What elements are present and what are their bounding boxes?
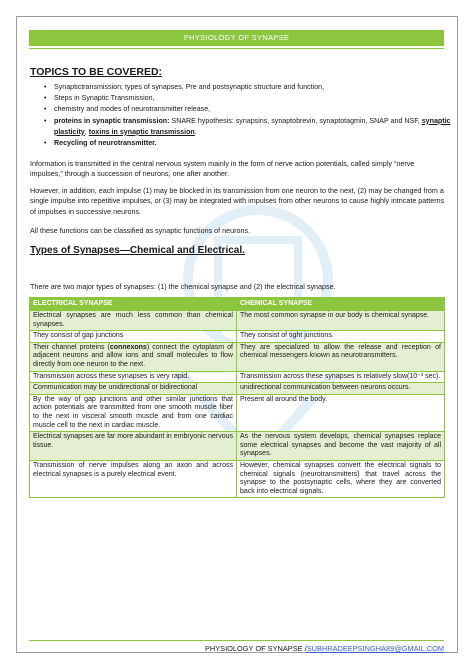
connexons-term: connexons (109, 343, 147, 351)
table-cell: Electrical synapses are much less common than chemical synapses. (30, 311, 237, 331)
synapse-comparison-table (29, 297, 445, 498)
table-cell: Transmission across these synapses is relatively slow(10⁻³ sec). (237, 371, 445, 383)
footer-rule (29, 640, 444, 641)
table-cell: However, chemical synapses convert the electrical signals to chemical signals (neurotransmitters) that travel across the synapse to the postsynaptic cells, where they are converted back into electrical signals. (237, 460, 445, 497)
footer-email-link[interactable]: SUBHRADEEPSINGHA89@GMAIL.COM (306, 644, 444, 653)
topics-heading: TOPICS TO BE COVERED: (30, 66, 163, 78)
table-row (30, 342, 445, 371)
topics-list (30, 82, 469, 149)
table-cell (30, 342, 237, 371)
toxins-link[interactable]: toxins in synaptic transmission (88, 127, 195, 136)
table-cell: They consist of gap junctions (30, 331, 237, 343)
table-row (30, 311, 445, 331)
topic-text: Synaptictransmission; types of synapses, Pre and postsynaptic structure and function, (54, 83, 325, 91)
list-item (54, 104, 469, 115)
topic-text: Steps in Synaptic Transmission, (54, 94, 155, 103)
table-header-row (30, 298, 445, 311)
cell-text: Their channel proteins ( (33, 343, 110, 351)
table-cell: As the nervous system develops, chemical synapses replace some electrical synapses and become the vast majority of all synapses. (237, 432, 445, 461)
paragraph-1: Information is transmitted in the central nervous system mainly in the form of nerve action potentials, called simply “nerve impulses,” through a succession of neurons, one after another. (30, 159, 415, 179)
paragraph-3: All these functions can be classified as synaptic functions of neurons. (30, 226, 251, 235)
table-cell: They consist of tight junctions. (237, 331, 445, 343)
banner-title: PHYSIOLOGY OF SYNAPSE (183, 33, 290, 42)
topic-text: SNARE hypothesis: synapsins, synaptobrevin, synaptotagmin, SNAP and NSF, (169, 116, 422, 125)
table-cell: Communication may be unidirectional or bidirectional (30, 383, 237, 395)
topic-bold-text: Recycling of neurotransmitter. (54, 139, 157, 148)
table-cell: Transmission across these synapses is very rapid. (30, 371, 237, 383)
column-header: ELECTRICAL SYNAPSE (30, 298, 237, 311)
list-item (54, 93, 469, 104)
header-rule (29, 48, 444, 49)
table-row (30, 383, 445, 395)
table-cell: The most common synapse in our body is chemical synapse. (237, 311, 445, 331)
table-row (30, 394, 445, 431)
list-item (54, 138, 469, 149)
cell-text: ) connect the cytoplasm of adjacent neurons and allow ions and small molecules to flow directly from one neuron to the next. (33, 343, 233, 368)
table-cell: Electrical synapses are far more abundant in embryonic nervous tissue. (30, 432, 237, 461)
header-banner (29, 30, 444, 46)
table-cell: Present all around the body. (237, 394, 445, 431)
paragraph-2: However, in addition, each impulse (1) may be blocked in its transmission from one neuron to the next, (2) may be changed from a single impulse into repetitive impulses, or (3) may be integrated with impulses from other neurons to cause highly intricate patterns of impulses in successive neurons. (30, 186, 445, 216)
table-row (30, 432, 445, 461)
table-cell: By the way of gap junctions and other similar junctions that action potentials are transmitted from one smooth muscle fiber to the next in visceral smooth muscle and from one cardiac muscle cell to the next in cardiac muscle. (30, 394, 237, 431)
table-row (30, 331, 445, 343)
footer-title: PHYSIOLOGY OF SYNAPSE / (204, 644, 307, 653)
table-row (30, 460, 445, 497)
footer (29, 644, 444, 653)
synaptic-plasticity-link[interactable]: synaptic plasticity (54, 116, 451, 136)
list-item (54, 82, 469, 93)
table-cell: Transmission of nerve impulses along an axon and across electrical synapses is a purely electrical event. (30, 460, 237, 497)
column-header: CHEMICAL SYNAPSE (237, 298, 445, 311)
section-heading: Types of Synapses—Chemical and Electrical. (30, 245, 245, 256)
list-item (54, 116, 469, 138)
topic-separator: , (84, 127, 89, 136)
table-row (30, 371, 445, 383)
table-cell: They are specialized to allow the release and reception of chemical messengers known as neurotransmitters. (237, 342, 445, 371)
topic-text: . (194, 127, 197, 136)
topic-bold-text: proteins in synaptic transmission: (54, 116, 170, 125)
table-cell: unidirectional communication between neurons occurs. (237, 383, 445, 395)
section-intro: There are two major types of synapses: (1) the chemical synapse and (2) the electrical synapse. (30, 282, 336, 291)
topic-text: chemistry and modes of neurotransmitter release, (54, 105, 211, 114)
